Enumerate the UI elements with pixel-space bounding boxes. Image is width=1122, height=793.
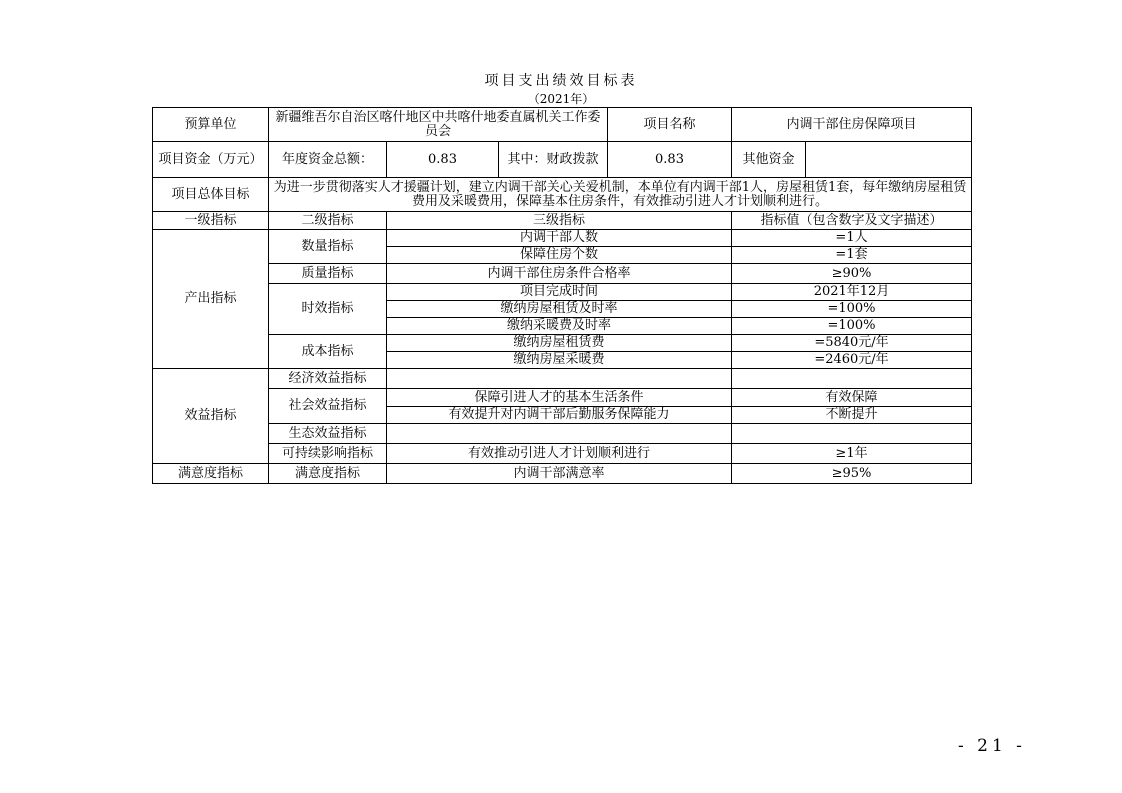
indicator-name: 内调干部人数 [387,230,732,247]
indicator-value: ≥1年 [732,444,972,464]
table-row [153,444,972,464]
goal-value: 为进一步贯彻落实人才援疆计划，建立内调干部关心关爱机制，本单位有内调干部1人，房屋租赁1套，每年缴纳房屋租赁费用及采暖费用，保障基本住房条件，有效推动引进人才计划顺利进行。 [269,178,972,212]
indicator-name: 有效提升对内调干部后勤服务保障能力 [387,407,732,424]
level2-quality: 质量指标 [269,264,387,284]
fiscal-label: 其中：财政拨款 [499,142,608,178]
table-title: 项目支出绩效目标表 [484,73,638,89]
indicator-name [387,369,732,389]
indicator-name: 缴纳房屋租赁及时率 [387,301,732,318]
table-year: （2021年） [527,92,595,106]
indicator-name: 保障住房个数 [387,247,732,264]
col-header-level2: 二级指标 [269,212,387,230]
level2-quantity: 数量指标 [269,230,387,264]
indicator-value [732,424,972,444]
indicator-name [387,424,732,444]
indicator-name: 内调干部住房条件合格率 [387,264,732,284]
table-row [153,424,972,444]
level2-sustainable: 可持续影响指标 [269,444,387,464]
indicator-value [732,369,972,389]
indicator-value: =5840元/年 [732,335,972,352]
level2-social: 社会效益指标 [269,389,387,424]
level2-ecological: 生态效益指标 [269,424,387,444]
goal-label: 项目总体目标 [153,178,269,212]
indicator-value: 不断提升 [732,407,972,424]
level2-economic: 经济效益指标 [269,369,387,389]
indicator-value: ≥95% [732,464,972,484]
other-funds-value [806,142,972,178]
indicator-value: =1套 [732,247,972,264]
indicator-value: 2021年12月 [732,284,972,301]
indicator-name: 项目完成时间 [387,284,732,301]
indicator-name: 缴纳房屋采暖费 [387,352,732,369]
indicator-value: =100% [732,301,972,318]
group-output: 产出指标 [153,230,269,369]
project-name-label: 项目名称 [608,108,732,142]
header-row-unit [153,108,972,142]
indicator-value: =2460元/年 [732,352,972,369]
level2-cost: 成本指标 [269,335,387,369]
annual-total-value: 0.83 [387,142,499,178]
indicator-value: =100% [732,318,972,335]
level2-satisfaction: 满意度指标 [269,464,387,484]
fiscal-value: 0.83 [608,142,732,178]
table-row [153,369,972,389]
column-header-row [153,212,972,230]
table-row [153,264,972,284]
indicator-name: 缴纳房屋租赁费 [387,335,732,352]
indicator-name: 内调干部满意率 [387,464,732,484]
indicator-value: 有效保障 [732,389,972,407]
col-header-level1: 一级指标 [153,212,269,230]
header-row-funds [153,142,972,178]
table-row [153,230,972,247]
level2-timeliness: 时效指标 [269,284,387,335]
col-header-level3: 三级指标 [387,212,732,230]
funds-label: 项目资金（万元） [153,142,269,178]
other-funds-label: 其他资金 [732,142,806,178]
indicator-value: =1人 [732,230,972,247]
table-row [153,464,972,484]
table-row [153,389,972,407]
indicator-name: 有效推动引进人才计划顺利进行 [387,444,732,464]
budget-unit-value: 新疆维吾尔自治区喀什地区中共喀什地委直属机关工作委员会 [269,108,608,142]
indicator-name: 缴纳采暖费及时率 [387,318,732,335]
annual-total-label: 年度资金总额： [269,142,387,178]
indicator-value: ≥90% [732,264,972,284]
page-number: - 21 - [958,736,1026,756]
header-row-goal [153,178,972,212]
table-row [153,284,972,301]
indicator-name: 保障引进人才的基本生活条件 [387,389,732,407]
group-satisfaction: 满意度指标 [153,464,269,484]
project-name-value: 内调干部住房保障项目 [732,108,972,142]
col-header-value: 指标值（包含数字及文字描述） [732,212,972,230]
budget-unit-label: 预算单位 [153,108,269,142]
table-row [153,335,972,352]
group-benefit: 效益指标 [153,369,269,464]
performance-target-table [152,107,972,484]
